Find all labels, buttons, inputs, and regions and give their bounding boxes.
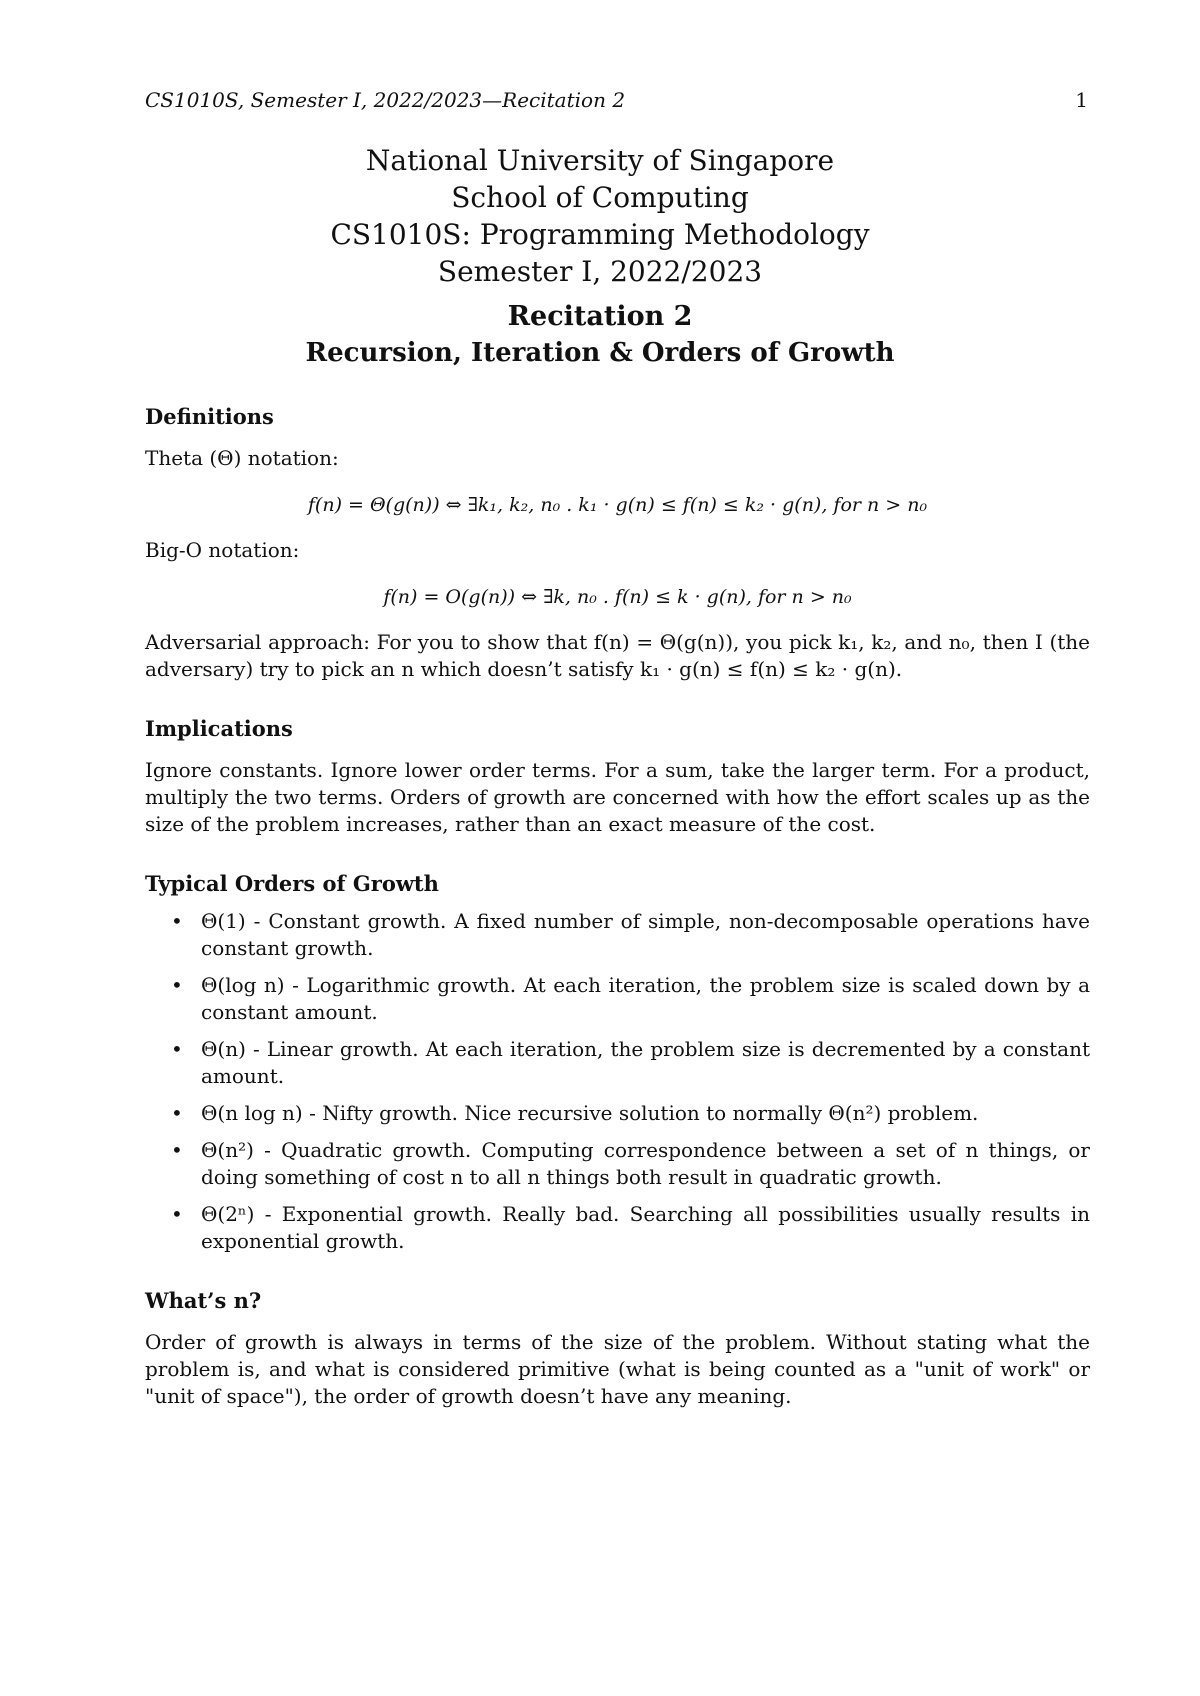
list-item: • Θ(2ⁿ) - Exponential growth. Really bad. Searching all possibilities usually results in exponential growth. xyxy=(201,1201,1090,1255)
running-title: CS1010S, Semester I, 2022/2023—Recitation 2 xyxy=(145,88,626,112)
implications-heading: Implications xyxy=(145,716,293,741)
bigo-equation: f(n) = O(g(n)) ⇔ ∃k, n₀ . f(n) ≤ k · g(n), for n > n₀ xyxy=(383,586,852,608)
typical-orders-heading: Typical Orders of Growth xyxy=(145,871,439,896)
title-block xyxy=(0,142,1200,372)
list-item: • Θ(1) - Constant growth. A fixed number of simple, non-decomposable operations have constant growth. xyxy=(201,908,1090,962)
whats-n-heading: What’s n? xyxy=(145,1288,262,1313)
list-item: • Θ(n²) - Quadratic growth. Computing correspondence between a set of n things, or doing something of cost n to all n things both result in quadratic growth. xyxy=(201,1137,1090,1191)
page-number: 1 xyxy=(1075,88,1088,112)
semester: Semester I, 2022/2023 xyxy=(437,255,763,288)
list-item: • Θ(n) - Linear growth. At each iteration, the problem size is decremented by a constant amount. xyxy=(201,1036,1090,1090)
recitation-title: Recitation 2 xyxy=(507,301,693,332)
recitation-subtitle: Recursion, Iteration & Orders of Growth xyxy=(305,338,895,368)
whats-n-paragraph: Order of growth is always in terms of the size of the problem. Without stating what the problem is, and what is considered primitive (what is being counted as a "unit of work" or "unit of space"), the order of growth doesn’t have any meaning. xyxy=(145,1330,1090,1408)
theta-label: Theta (Θ) notation: xyxy=(145,446,339,470)
list-item: • Θ(n log n) - Nifty growth. Nice recursive solution to normally Θ(n²) problem. xyxy=(201,1100,1090,1127)
course-name: CS1010S: Programming Methodology xyxy=(330,218,870,251)
definitions-heading: Definitions xyxy=(145,404,274,429)
running-header xyxy=(145,88,1088,112)
bigo-label: Big-O notation: xyxy=(145,538,300,562)
implications-paragraph: Ignore constants. Ignore lower order terms. For a sum, take the larger term. For a product, multiply the two terms. Orders of growth are concerned with how the effort scales up as the size of the problem increases, rather than an exact measure of the cost. xyxy=(145,758,1090,836)
document-body xyxy=(145,403,1090,1410)
orders-list xyxy=(145,908,1090,1255)
theta-equation: f(n) = Θ(g(n)) ⇔ ∃k₁, k₂, n₀ . k₁ · g(n) ≤ f(n) ≤ k₂ · g(n), for n > n₀ xyxy=(307,494,928,516)
school-name: School of Computing xyxy=(451,181,749,214)
adversarial-paragraph: Adversarial approach: For you to show that f(n) = Θ(g(n)), you pick k₁, k₂, and n₀, then I (the adversary) try to pick an n which doesn’t satisfy k₁ · g(n) ≤ f(n) ≤ k₂ · g(n). xyxy=(145,630,1090,681)
university-name: National University of Singapore xyxy=(365,144,835,177)
list-item: • Θ(log n) - Logarithmic growth. At each iteration, the problem size is scaled down by a constant amount. xyxy=(201,972,1090,1026)
